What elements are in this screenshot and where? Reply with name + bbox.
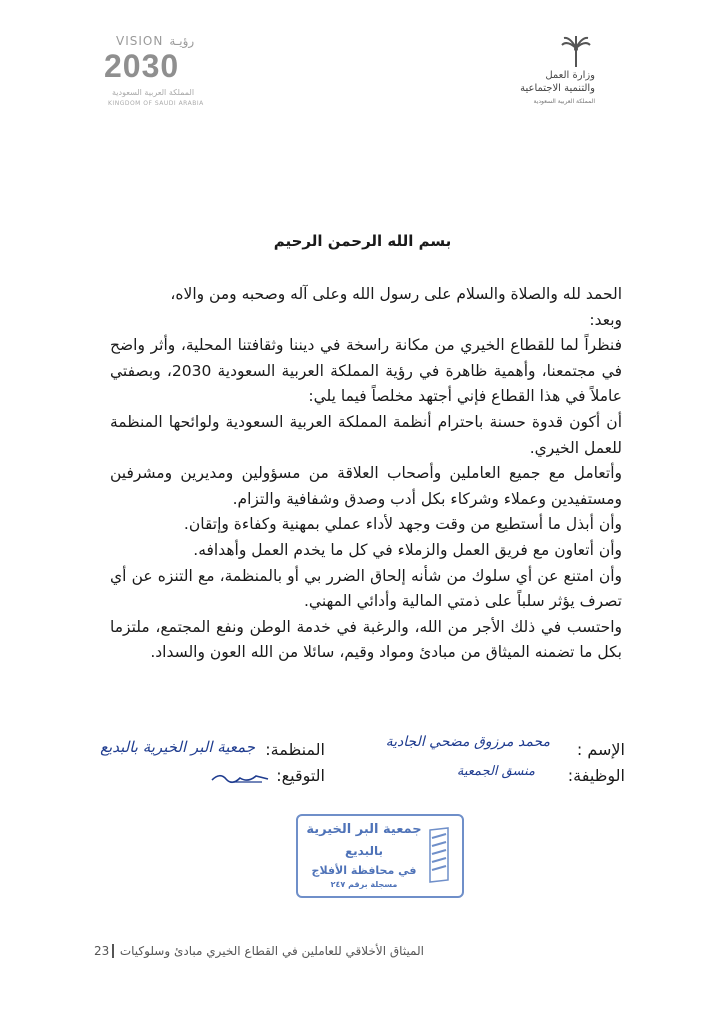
stamp-line1: جمعية البر الخيرية xyxy=(306,822,422,837)
stamp-line3: في محافظة الأفلاج xyxy=(311,864,417,877)
job-label: الوظيفة: xyxy=(567,766,625,785)
charter-body xyxy=(110,282,622,666)
footer-divider xyxy=(112,944,114,958)
paragraph-salutation: وبعد: xyxy=(589,310,622,329)
organization-label: المنظمة: xyxy=(265,740,325,759)
paragraph-pledge-integrity: وأن امتنع عن أي سلوك من شأنه إلحاق الضرر بي أو بالمنظمة، مع التنزه عن أي تصرف يؤثر سلباً على ذمتي المالية وأدائي المهني. xyxy=(110,566,622,611)
vision-logo-ar: رؤيـة xyxy=(169,34,195,48)
paragraph-pledge-effort: وأن أبذل ما أستطيع من وقت وجهد لأداء عملي بمهنية وكفاءة وإتقان. xyxy=(183,515,622,534)
palm-tree-icon xyxy=(561,36,591,68)
paragraph-intro: فنظراً لما للقطاع الخيري من مكانة راسخة في ديننا وثقافتنا المحلية، وأثر واضح في مجتمعنا، وأهمية ظاهرة في رؤية المملكة العربية السعودية 2030، وبصفتي عاملاً في هذا القطاع فإني أجتهد مخلصاً فيما يلي: xyxy=(110,336,622,406)
signature-label: التوقيع: xyxy=(276,766,325,785)
handwritten-signature xyxy=(210,770,270,786)
ministry-logo xyxy=(515,36,595,108)
vision-logo-kingdom-ar: المملكة العربية السعودية xyxy=(112,88,195,97)
footer-title: الميثاق الأخلاقي للعاملين في القطاع الخيري مبادئ وسلوكيات xyxy=(119,944,424,958)
organization-stamp xyxy=(296,814,464,898)
page-number: 23 xyxy=(94,944,110,958)
page-footer xyxy=(94,940,424,962)
name-label: الإسم : xyxy=(576,740,625,759)
paragraph-pledge-teamwork: وأن أتعاون مع فريق العمل والزملاء في كل ما يخدم العمل وأهدافه. xyxy=(193,540,622,559)
job-value: منسق الجمعية xyxy=(456,764,535,779)
paragraph-closing: واحتسب في ذلك الأجر من الله، والرغبة في خدمة الوطن ونفع المجتمع، ملتزما بكل ما تضمنه الميثاق من مبادئ ومواد وقيم، سائلا من الله العون والسداد. xyxy=(110,617,622,662)
vision-logo-top xyxy=(116,34,194,48)
basmala-heading: بسم الله الرحمن الرحيم xyxy=(273,232,452,250)
stamp-line4: مسجلة برقم ٢٤٧ xyxy=(330,880,398,889)
organization-value: جمعية البر الخيرية بالبديع xyxy=(100,738,255,756)
ministry-name-line1: وزارة العمل xyxy=(545,70,595,81)
name-value: محمد مرزوق مضحي الجادية xyxy=(385,734,550,750)
ministry-name-line2: والتنمية الاجتماعية xyxy=(520,83,595,94)
vision-logo-year: 2030 xyxy=(104,48,180,84)
vision-2030-logo xyxy=(100,34,220,114)
stamp-line2: بالبديع xyxy=(344,844,384,858)
paragraph-pledge-conduct: وأتعامل مع جميع العاملين وأصحاب العلاقة من مسؤولين ومديرين ومشرفين ومستفيدين وعملاء وشركاء بكل أدب وصدق وشفافية والتزام. xyxy=(110,464,622,508)
ministry-name-line3: المملكة العربية السعودية xyxy=(533,98,595,105)
paragraph-pledge-laws: أن أكون قدوة حسنة باحترام أنظمة المملكة العربية السعودية ولوائحها المنظمة للعمل الخيري. xyxy=(110,412,622,457)
vision-logo-en: VISION xyxy=(116,34,164,48)
paragraph-praise: الحمد لله والصلاة والسلام على رسول الله وعلى آله وصحبه ومن والاه، xyxy=(170,285,622,303)
stamp-emblem-icon xyxy=(426,826,452,884)
vision-logo-kingdom-en: KINGDOM OF SAUDI ARABIA xyxy=(108,100,204,107)
